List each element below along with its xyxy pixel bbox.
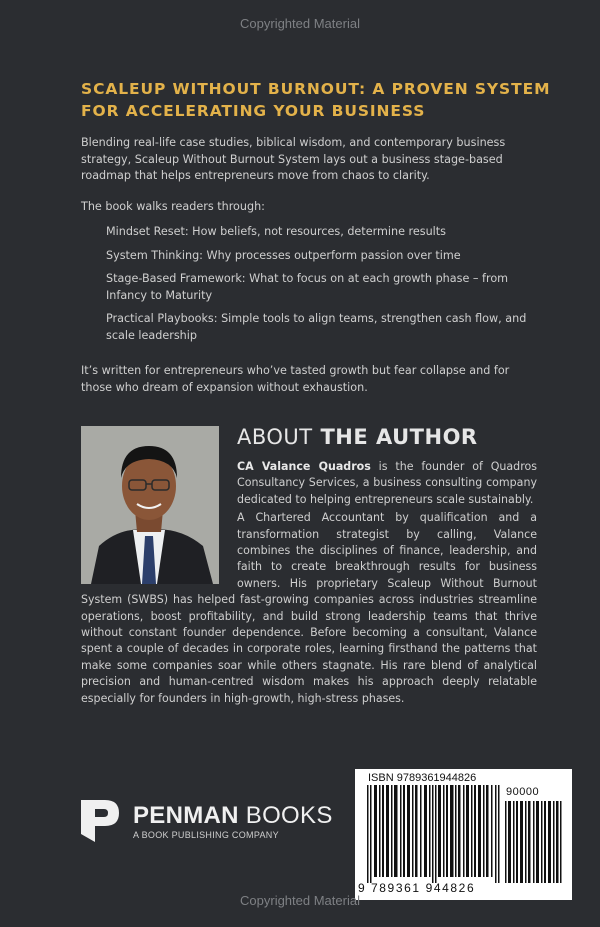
author-bio — [81, 459, 537, 709]
barcode-lead-digit: 9 — [358, 881, 365, 895]
publisher-tagline: A BOOK PUBLISHING COMPANY — [133, 830, 279, 840]
list-item: Stage-Based Framework: What to focus on at each growth phase – from Infancy to Maturity — [106, 272, 509, 302]
publisher-name-light: BOOKS — [238, 802, 333, 829]
about-heading-bold: THE AUTHOR — [320, 425, 478, 449]
book-headline: SCALEUP WITHOUT BURNOUT: A PROVEN SYSTEM FOR ACCELERATING YOUR BUSINESS — [81, 80, 551, 120]
bio-text-1: is the founder of Quadros Consultancy Services, a business consulting company dedicated to helping entrepreneurs scale sustainably. — [237, 460, 538, 506]
publisher-logo — [81, 800, 361, 850]
copyright-watermark-top: Copyrighted Material — [240, 16, 360, 31]
isbn-label: ISBN 9789361944826 — [368, 772, 477, 784]
bio-paragraph-2: A Chartered Accountant by qualification and a transformation strategist by calling, Valance combines the disciplines of finance, leadership, and faith to create breakthrough results for business owners. His proprietary Scaleup Without Burnout System (SWBS) has helped fast-growing companies across industries streamline operations, boost profitability, and build strong leadership teams that thrive without constant founder dependence. Before becoming a consultant, Valance spent a couple of decades in corporate roles, learning firsthand the patterns that make some companies soar while others stagnate. His rare blend of analytical precision and human-centred wisdom makes his approach deeply relatable especially for founders in high-growth, high-stress phases. — [81, 511, 537, 705]
main-barcode — [367, 785, 501, 883]
copyright-watermark-bottom: Copyrighted Material — [240, 893, 360, 908]
topic-list — [106, 224, 546, 351]
author-name: CA Valance Quadros — [237, 460, 371, 473]
list-item: System Thinking: Why processes outperform passion over time — [106, 248, 461, 262]
walk-intro: The book walks readers through: — [81, 200, 265, 213]
list-item: Practical Playbooks: Simple tools to align teams, strengthen cash flow, and scale leadership — [106, 312, 527, 342]
about-heading-light: ABOUT — [237, 425, 313, 449]
penman-logo-icon — [81, 800, 121, 842]
publisher-name — [133, 802, 333, 830]
barcode-digits: 789361 944826 — [371, 881, 476, 895]
intro-paragraph: Blending real-life case studies, biblical wisdom, and contemporary business strategy, Scaleup Without Burnout System lays out a business stage-based roadmap that helps entrepreneurs move from chaos to clarity. — [81, 136, 506, 182]
price-code: 90000 — [506, 786, 540, 798]
addon-barcode — [505, 801, 563, 883]
list-item: Mindset Reset: How beliefs, not resources, determine results — [106, 225, 446, 238]
isbn-barcode — [355, 769, 572, 900]
publisher-name-bold: PENMAN — [133, 802, 239, 829]
closing-paragraph: It’s written for entrepreneurs who’ve tasted growth but fear collapse and for those who dream of expansion without exhaustion. — [81, 364, 510, 394]
about-author-heading — [237, 425, 478, 449]
